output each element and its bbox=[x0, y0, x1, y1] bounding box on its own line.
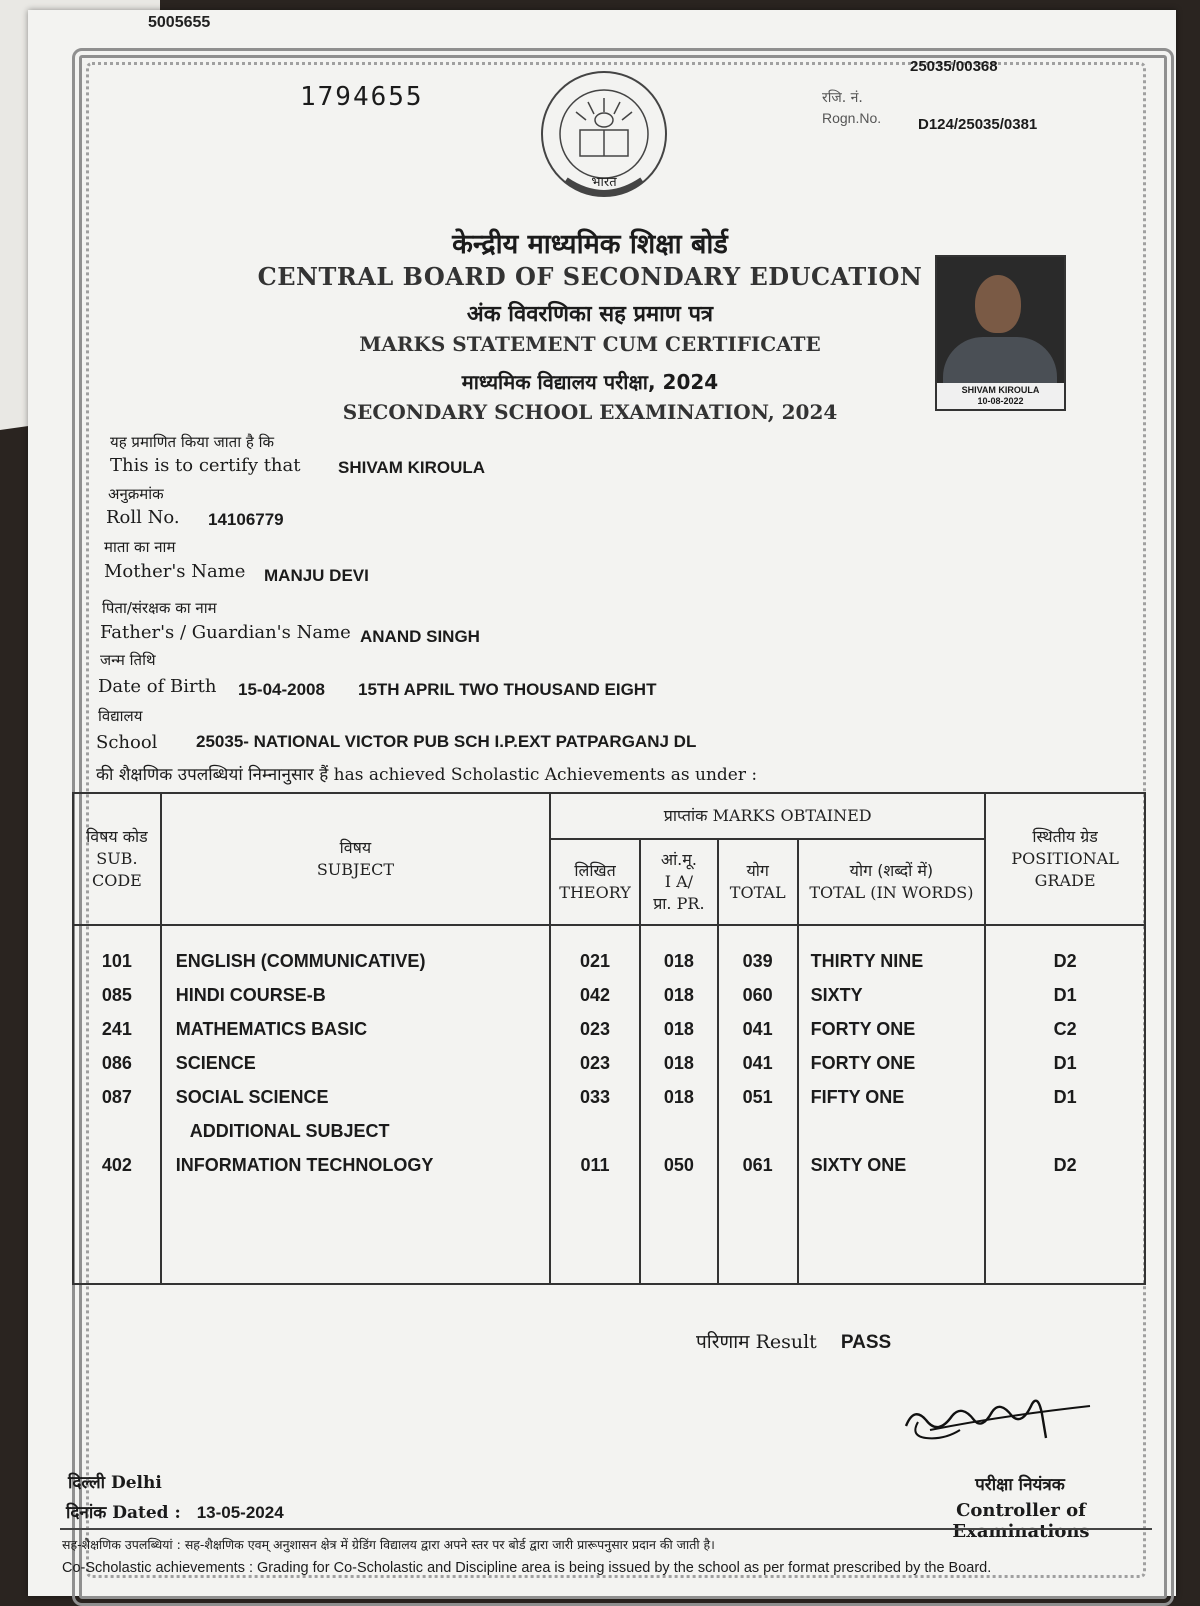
board-title-hindi: केन्द्रीय माध्यमिक शिक्षा बोर्ड bbox=[452, 229, 728, 260]
table-cell-grade: D1 bbox=[1053, 1053, 1077, 1073]
photo-caption-date: 10-08-2022 bbox=[977, 396, 1024, 406]
issue-date: 13-05-2024 bbox=[196, 1503, 284, 1522]
table-cell-words: FIFTY ONE bbox=[810, 1087, 905, 1107]
table-cell-ia: 018 bbox=[663, 985, 694, 1005]
dob-in-words: 15TH APRIL TWO THOUSAND EIGHT bbox=[358, 680, 657, 699]
header-total-words: योग (शब्दों में) TOTAL (IN WORDS) bbox=[798, 839, 986, 925]
col-subjects bbox=[161, 925, 550, 1284]
header-marks-obtained: प्राप्तांक MARKS OBTAINED bbox=[550, 793, 985, 839]
table-cell-code: 241 bbox=[101, 1019, 132, 1039]
exam-title: SECONDARY SCHOOL EXAMINATION, 2024 bbox=[342, 400, 838, 424]
table-cell-subject: SOCIAL SCIENCE bbox=[175, 1087, 329, 1107]
date-line bbox=[66, 1500, 284, 1523]
table-cell-subject: INFORMATION TECHNOLOGY bbox=[175, 1155, 434, 1175]
table-cell-theory: 011 bbox=[580, 1155, 610, 1175]
footer-divider bbox=[60, 1528, 1152, 1530]
achievements-hindi: की शैक्षणिक उपलब्धियां निम्नानुसार हैं bbox=[96, 765, 329, 785]
header-theory: लिखित THEORY bbox=[550, 839, 640, 925]
result-label: Result bbox=[755, 1331, 817, 1353]
roll-number: 14106779 bbox=[208, 510, 284, 529]
father-label: Father's / Guardian's Name bbox=[100, 622, 351, 643]
table-cell-code: 085 bbox=[101, 985, 132, 1005]
co-scholastic-note: Co-Scholastic achievements : Grading for Co-Scholastic and Discipline area is being issued by the school as per format prescribed by the Board. bbox=[62, 1560, 992, 1576]
table-cell-theory: 042 bbox=[580, 985, 611, 1005]
result-line bbox=[696, 1328, 891, 1354]
regn-label-en: Rogn.No. bbox=[822, 110, 882, 126]
controller-title: Controller of Examinations bbox=[952, 1500, 1090, 1542]
photo-caption-name: SHIVAM KIROULA bbox=[961, 385, 1040, 395]
table-cell-theory: 023 bbox=[580, 1019, 611, 1039]
col-theory bbox=[550, 925, 640, 1284]
table-cell-total: 051 bbox=[742, 1087, 773, 1107]
header-subject: विषय SUBJECT bbox=[161, 793, 550, 925]
table-cell-code: 087 bbox=[101, 1087, 132, 1107]
marks-table bbox=[72, 792, 1146, 1285]
additional-subject-label: ADDITIONAL SUBJECT bbox=[189, 1121, 390, 1141]
reference-number: 25035/00368 bbox=[910, 58, 998, 75]
table-cell-words: SIXTY bbox=[810, 985, 863, 1005]
table-cell-subject: MATHEMATICS BASIC bbox=[175, 1019, 368, 1039]
co-scholastic-note-hindi: सह-शैक्षणिक उपलब्धियां : सह-शैक्षणिक एवम् अनुशासन क्षेत्र में ग्रेडिंग विद्यालय द्वारा अपने स्तर पर बोर्ड द्वारा जारी प्रारूपनुसार प्रदान की जाती है। bbox=[62, 1537, 715, 1552]
result-value: PASS bbox=[840, 1332, 892, 1353]
controller-signature bbox=[900, 1386, 1100, 1450]
emblem-text: भारत bbox=[591, 175, 617, 190]
controller-title-hindi: परीक्षा नियंत्रक bbox=[975, 1475, 1065, 1495]
certify-label-hindi: यह प्रमाणित किया जाता है कि bbox=[110, 433, 274, 451]
table-cell-code: 086 bbox=[101, 1053, 132, 1073]
exam-title-hindi: माध्यमिक विद्यालय परीक्षा, 2024 bbox=[461, 370, 719, 394]
dated-label-hindi: दिनांक bbox=[66, 1503, 107, 1523]
table-cell-words: THIRTY NINE bbox=[810, 951, 924, 971]
header-total: योग TOTAL bbox=[718, 839, 798, 925]
header-positional-grade: स्थितीय ग्रेड POSITIONAL GRADE bbox=[985, 793, 1145, 925]
table-cell-total: 061 bbox=[742, 1155, 773, 1175]
dob-label: Date of Birth bbox=[98, 676, 217, 697]
col-ia bbox=[640, 925, 718, 1284]
table-cell-ia: 050 bbox=[663, 1155, 694, 1175]
table-cell-total: 060 bbox=[742, 985, 773, 1005]
table-cell-subject: SCIENCE bbox=[175, 1053, 256, 1073]
certify-label: This is to certify that bbox=[110, 455, 301, 476]
table-cell-subject: HINDI COURSE-B bbox=[175, 985, 326, 1005]
table-cell-grade: D2 bbox=[1053, 1155, 1077, 1175]
regn-label-hi: रजि. नं. bbox=[822, 90, 863, 106]
regn-number: D124/25035/0381 bbox=[918, 116, 1038, 133]
table-cell-ia: 018 bbox=[663, 1087, 694, 1107]
father-label-hindi: पिता/संरक्षक का नाम bbox=[102, 599, 217, 617]
roll-label-hindi: अनुक्रमांक bbox=[108, 485, 164, 503]
place-line bbox=[68, 1470, 162, 1493]
table-cell-words: FORTY ONE bbox=[810, 1053, 916, 1073]
result-label-hindi: परिणाम bbox=[696, 1331, 750, 1353]
header-ia-pr: आं.मू. I A/ प्रा. PR. bbox=[640, 839, 718, 925]
col-total-words bbox=[798, 925, 986, 1284]
school-label-hindi: विद्यालय bbox=[98, 707, 143, 725]
table-cell-ia: 018 bbox=[663, 951, 694, 971]
header-sub-code: विषय कोड SUB. CODE bbox=[73, 793, 161, 925]
table-cell-words: FORTY ONE bbox=[810, 1019, 916, 1039]
table-cell-code: 402 bbox=[101, 1155, 132, 1175]
board-title: CENTRAL BOARD OF SECONDARY EDUCATION bbox=[257, 262, 923, 291]
col-grade bbox=[985, 925, 1145, 1284]
place-hindi: दिल्ली bbox=[68, 1473, 106, 1493]
dob-value: 15-04-2008 bbox=[238, 680, 325, 699]
student-photo bbox=[935, 255, 1066, 411]
mother-name: MANJU DEVI bbox=[264, 566, 369, 585]
table-cell-ia: 018 bbox=[663, 1053, 694, 1073]
school-label: School bbox=[96, 732, 158, 753]
student-name: SHIVAM KIROULA bbox=[338, 458, 486, 477]
col-total bbox=[718, 925, 798, 1284]
table-cell-subject: ENGLISH (COMMUNICATIVE) bbox=[175, 951, 426, 971]
table-cell-total: 041 bbox=[742, 1019, 773, 1039]
achievements-text: has achieved Scholastic Achievements as under : bbox=[333, 765, 758, 785]
achievements-line bbox=[96, 762, 757, 785]
table-cell-theory: 033 bbox=[580, 1087, 611, 1107]
table-cell-grade: D1 bbox=[1053, 1087, 1077, 1107]
table-cell-total: 041 bbox=[742, 1053, 773, 1073]
dob-label-hindi: जन्म तिथि bbox=[100, 651, 156, 669]
place: Delhi bbox=[110, 1473, 162, 1493]
certificate-title: MARKS STATEMENT CUM CERTIFICATE bbox=[359, 332, 821, 356]
table-cell-theory: 023 bbox=[580, 1053, 611, 1073]
table-cell-code: 101 bbox=[101, 951, 132, 971]
stray-number: 5005655 bbox=[148, 14, 211, 31]
table-cell-ia: 018 bbox=[663, 1019, 694, 1039]
table-cell-grade: D2 bbox=[1053, 951, 1077, 971]
father-name: ANAND SINGH bbox=[360, 627, 480, 646]
mother-label: Mother's Name bbox=[104, 561, 246, 582]
dated-label: Dated : bbox=[112, 1503, 181, 1523]
table-cell-theory: 021 bbox=[580, 951, 611, 971]
table-cell-grade: D1 bbox=[1053, 985, 1077, 1005]
serial-number: 1794655 bbox=[300, 82, 424, 112]
table-cell-grade: C2 bbox=[1053, 1019, 1077, 1039]
mother-label-hindi: माता का नाम bbox=[104, 538, 176, 556]
col-codes bbox=[73, 925, 161, 1284]
table-cell-words: SIXTY ONE bbox=[810, 1155, 907, 1175]
school-name: 25035- NATIONAL VICTOR PUB SCH I.P.EXT PATPARGANJ DL bbox=[196, 732, 697, 751]
certificate-title-hindi: अंक विवरणिका सह प्रमाण पत्र bbox=[466, 302, 714, 327]
roll-label: Roll No. bbox=[106, 507, 180, 528]
table-cell-total: 039 bbox=[742, 951, 773, 971]
